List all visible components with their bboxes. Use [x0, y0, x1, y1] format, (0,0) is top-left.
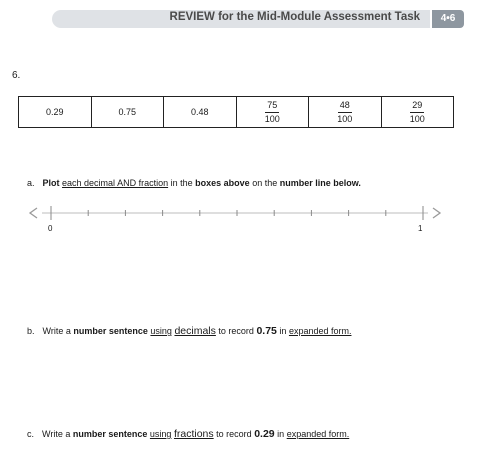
- value-box: [164, 97, 237, 127]
- start-label: 0: [48, 224, 53, 233]
- number-line-drawing: [28, 202, 458, 242]
- instruction-text: boxes above: [195, 178, 250, 188]
- instruction-text: Plot: [42, 178, 60, 188]
- value-box: [19, 97, 92, 127]
- number-line: [28, 202, 458, 242]
- instruction-text: expanded form.: [288, 326, 352, 336]
- value-box: [237, 97, 310, 127]
- instruction-text: Write a: [42, 326, 71, 336]
- end-label: 1: [418, 224, 423, 233]
- instruction-text: number sentence: [72, 429, 148, 439]
- fraction-numerator: 75: [265, 101, 279, 113]
- header-banner: [52, 10, 430, 28]
- instruction-text: using: [150, 326, 172, 336]
- instruction-text: 0.29: [254, 428, 275, 440]
- instruction-text: Write a: [42, 429, 71, 439]
- instruction-text: using: [149, 429, 172, 439]
- question-letter: c.: [27, 429, 35, 439]
- fraction: [265, 101, 280, 124]
- lesson-badge: 4•6: [432, 10, 464, 28]
- decimal-value: 0.75: [118, 107, 137, 117]
- fraction-numerator: 29: [410, 101, 424, 113]
- instruction-text: in: [277, 429, 285, 439]
- decimal-value: 0.29: [45, 107, 64, 117]
- question-b: [27, 325, 351, 337]
- instruction-text: expanded form.: [286, 429, 350, 439]
- question-a: [27, 178, 361, 188]
- value-boxes: [18, 96, 454, 128]
- instruction-text: on the: [252, 178, 278, 188]
- fraction-denominator: 100: [409, 113, 425, 124]
- instruction-text: 0.75: [256, 325, 277, 337]
- instruction-text: number sentence: [73, 326, 148, 336]
- page-title: REVIEW for the Mid-Module Assessment Task: [169, 11, 420, 23]
- fraction-numerator: 48: [338, 101, 352, 113]
- fraction-denominator: 100: [264, 113, 280, 124]
- chevron-left-icon: [30, 208, 37, 218]
- question-letter: b.: [27, 326, 35, 336]
- chevron-right-icon: [433, 208, 440, 218]
- instruction-text: fractions: [173, 428, 214, 440]
- value-box: [92, 97, 165, 127]
- fraction-denominator: 100: [337, 113, 353, 124]
- instruction-text: decimals: [174, 325, 216, 337]
- instruction-text: each decimal AND fraction: [62, 178, 169, 188]
- question-letter: a.: [27, 178, 35, 188]
- instruction-text: in: [279, 326, 287, 336]
- value-box: [309, 97, 382, 127]
- question-c: [27, 428, 349, 440]
- instruction-text: number line below.: [279, 178, 361, 188]
- fraction: [337, 101, 352, 124]
- problem-number: 6.: [12, 70, 21, 81]
- instruction-text: in the: [170, 178, 193, 188]
- decimal-value: 0.48: [190, 107, 209, 117]
- instruction-text: to record: [216, 429, 252, 439]
- fraction: [410, 101, 425, 124]
- instruction-text: to record: [218, 326, 254, 336]
- value-box: [382, 97, 454, 127]
